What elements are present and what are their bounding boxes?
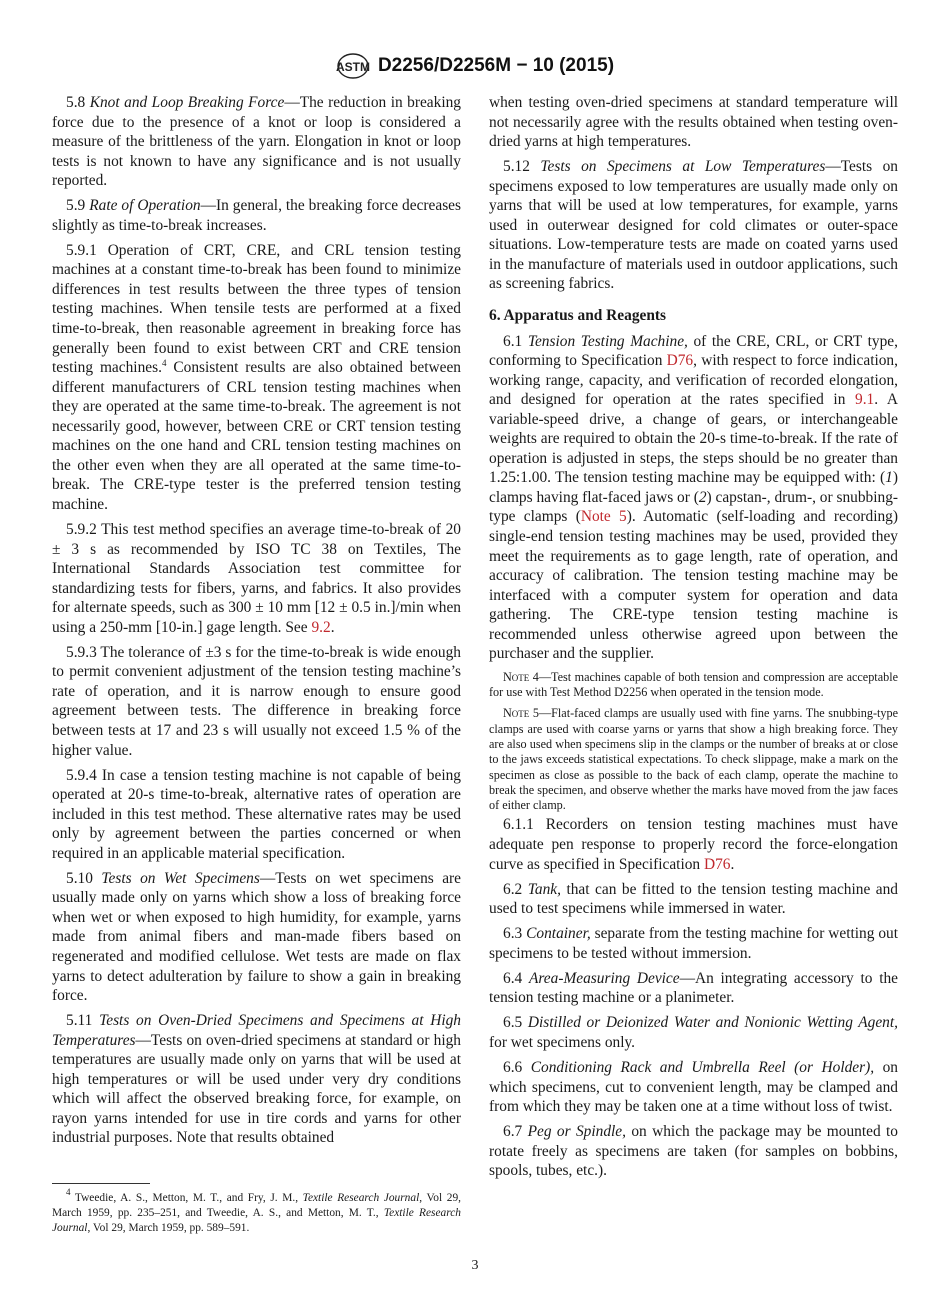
paragraph [489,924,898,963]
text-run: 5.12 [503,158,541,176]
text-run: when testing oven-dried specimens at standard temperature will not necessarily agree with the results obtained when testing oven-dried yarns at high temperatures. [489,94,898,151]
text-run: for wet specimens only. [489,1033,636,1051]
note-paragraph [489,706,898,813]
text-run: , Vol 29, March 1959, pp. 235–251, and Tweedie, A. S., and Metton, M. T., [52,1192,461,1220]
text-run: 5.8 [66,94,90,111]
footnote-divider [52,1183,150,1184]
italic-text: Textile Research Journal [302,1192,420,1205]
cross-reference-link[interactable]: D76 [703,855,731,873]
section-heading [489,306,898,326]
paragraph [489,1122,898,1181]
italic-text: Rate of Operation [89,197,201,215]
text-run: 6.2 [503,880,528,898]
text-run: 6.7 [503,1123,528,1141]
paragraph [52,1011,461,1148]
text-run: ) clamps having flat-faced jaws or ( [489,469,898,506]
paragraph [52,93,461,191]
text-run: 5.10 [66,869,102,887]
footnote-marker: 4 [66,1187,71,1198]
right-column [489,93,898,1236]
text-run: 6.6 [503,1059,531,1076]
paragraph [489,1013,898,1052]
left-column [52,93,461,1236]
paragraph [489,1058,898,1117]
text-run: 4—Test machines capable of both tension and compression are acceptable for use with Test Method D2256 when operated in the tension mode. [489,669,898,700]
text-run: —In general, the breaking force decreases slightly as time-to-break increases. [52,197,462,234]
italic-text: Area-Measuring Device [528,969,680,987]
italic-text: Tests on Specimens at Low Temperatures [540,158,826,176]
text-run: —An integrating accessory to the tension testing machine or a planimeter. [489,969,898,1007]
right-column-text [489,93,898,1186]
page-number: 3 [471,1258,479,1274]
paragraph [489,969,898,1008]
text-run: —Tests on wet specimens are usually made only on yarns which show a loss of breaking force when wet or when exposed to high humidity, for example, yarns made from animal fibers and man-made fibers based on regenerated and modified cellulose. Wet tests are made on flax yarns to detect adulteration by failure to show a gain in breaking force. [52,869,461,1005]
paragraph [489,880,898,919]
astm-logo-text: ASTM [335,60,370,74]
text-run: 6.3 [503,925,527,943]
footnote-reference: 4 [161,358,167,369]
text-run: 5.9.1 Operation of CRT, CRE, and CRL tension testing machines at a constant time-to-break has been found to minimize differences in test results between the three types of tension testing machines. When tensile tests are performed at a fixed time-to-break, then reasonable agreement in breaking force has generally been found to exist between CRT and CRE tension testing machines. [52,241,461,377]
footnote-area [52,1153,461,1236]
text-run: —Tests on specimens exposed to low temperatures are usually made only on yarns that will be used at low temperatures, for example, yarns used in outerwear designed for cold climates or outer-space situations. Low-temperature tests are made on coated yarns used in the manufacture of materials used in outdoor applications, such as screening fabrics. [489,158,899,293]
paragraph [489,332,898,664]
paragraph [489,93,898,152]
text-run: 6. Apparatus and Reagents [489,306,667,324]
left-column-text [52,93,461,1153]
italic-text: Container, [526,925,591,943]
italic-text: 2 [698,488,707,506]
text-run: separate from the testing machine for wetting out specimens to be tested without immersion. [489,925,898,962]
text-run: —The reduction in breaking force due to the presence of a knot or loop is considered a measure of the brittleness of the yarn. Elongation in knot or loop tests is not known to have any significance and is not usually reported. [52,94,461,190]
italic-text: Tank, [527,880,561,898]
paragraph [52,520,461,637]
note-label: Note [503,669,530,684]
text-run: . [330,618,335,636]
italic-text: Distilled or Deionized Water and Nonionic Wetting Agent, [527,1014,898,1032]
footnote [52,1187,461,1236]
text-run: of the CRE, CRL, or CRT type, conforming to Specification [489,332,898,370]
text-run: , Vol 29, March 1959, pp. 589–591. [87,1222,250,1235]
paragraph [52,766,461,864]
cross-reference-link[interactable]: D76 [666,352,694,370]
italic-text: Peg or Spindle, [527,1123,626,1141]
note-label: Note [503,706,530,721]
text-run: 5.9.2 This test method specifies an average time-to-break of 20 ± 3 s as recommended by ISO TC 38 on Textiles, The International Standards Association test committee for standardizing tests for fibers, yarns, and fabrics. It also provides for alternate speeds, such as 300 ± 10 mm [12 ± 0.5 in.]/min when using a 250-mm [10-in.] gage length. See [52,520,461,636]
text-run: 5.11 [66,1012,100,1030]
paragraph [52,241,461,515]
text-run: —Tests on oven-dried specimens at standard or high temperatures are usually made only on yarns that will be used at high temperatures or will be used under very dry conditions which will affect the observed breaking force, for example, on rayon yarns intended for use in tire cords and yarns for other industrial purposes. Note that results obtained [52,1031,461,1147]
cross-reference-link[interactable]: 9.1 [855,391,875,409]
text-run: 6.5 [503,1014,528,1032]
text-run: on which specimens, cut to convenient length, may be clamped and from which they may be taken one at a time without loss of twist. [489,1059,898,1116]
text-run: 5.9.4 In case a tension testing machine is not capable of being operated at 20-s time-to-break, alternative rates of operation are included in this test method. These alternative rates may be used only by agreement between the parties concerned or when required in an applicable material specification. [52,766,461,862]
italic-text: Textile Research Journal [52,1207,461,1235]
italic-text: Tests on Oven-Dried Specimens and Specimens at High Temperatures [52,1012,461,1049]
paragraph [52,643,461,760]
text-run: 6.1.1 Recorders on tension testing machines must have adequate pen response to properly record the force-elongation curve as specified in Specification [489,816,898,873]
italic-text: Tests on Wet Specimens [101,869,260,887]
text-run: on which the package may be mounted to rotate freely as specimens are taken (for samples on bobbins, spools, tubes, etc.). [489,1123,898,1180]
text-run: , with respect to force indication, working range, capacity, and verification of recorded elongation, and designed for operation at the rates specified in [489,352,898,409]
italic-text: Conditioning Rack and Umbrella Reel (or Holder), [530,1059,875,1076]
text-run: 5.9.3 The tolerance of ±3 s for the time-to-break is wide enough to permit convenient adjustment of the tension testing machine’s rate of operation, and it is narrow enough to ensure good agreement between tests. The difference in breaking force between tests at 17 and 23 s will usually not exceed 1.5 % of the higher value. [52,643,461,759]
text-run: Consistent results are also obtained between different manufacturers of CRL tension testing machines when they are operated at the same time-to-break. The agreement is not necessarily good, however, between CRE or CRT tension testing machines on the one hand and CRL tension testing machines on the other even when they are all operated at the same time-to-break. The CRE-type tester is the preferred tension testing machine. [52,359,461,513]
cross-reference-link[interactable]: Note 5 [580,508,627,526]
text-run: 6.1 [503,332,528,350]
paragraph [52,869,461,1006]
astm-logo-icon [336,52,370,80]
text-run: ). Automatic (self-loading and recording) single-end tension testing machines may be used, provided they meet the requirements as to gage length, rate of operation, and accuracy of calibration. The tension testing machine may be interfaced with a computer system for operation and data gathering. The CRE-type tension testing machine is recommended unless otherwise agreed upon between the purchaser and the supplier. [489,508,898,663]
text-run: . [730,855,735,873]
cross-reference-link[interactable]: 9.2 [311,618,331,636]
italic-text: Tension Testing Machine, [527,332,688,350]
italic-text: 1 [885,469,893,487]
paragraph [489,157,898,294]
page-body [0,93,950,1236]
paragraph [489,815,898,874]
text-run: 6.4 [503,969,529,987]
text-run: 5.9 [66,197,90,215]
text-run: 5—Flat-faced clamps are usually used with fine yarns. The snubbing-type clamps are used with coarse yarns or yarns that show a high breaking force. They are also used when specimens slip in the clamps or the number of breaks at or close to the jaws exceeds statistical expectations. To check slippage, make a mark on the specimen as close as possible to the back of each clamp, operate the machine to break the specimen, and observe whether the marks have moved from the jaw faces of either clamp. [489,706,898,813]
text-run: ) capstan-, drum-, or snubbing-type clamps ( [489,488,899,526]
page-header [0,0,950,93]
text-run: Tweedie, A. S., Metton, M. T., and Fry, J. M., [70,1192,303,1205]
text-run: that can be fitted to the tension testing machine and used to test specimens while immersed in water. [489,880,899,918]
italic-text: Knot and Loop Breaking Force [89,94,285,111]
text-run: . A variable-speed drive, a change of gears, or interchangeable weights are required to obtain the 20-s time-to-break. If the rate of operation is adjusted in steps, the steps should be no greater than 1.25:1.00. The tension testing machine may be equipped with: ( [489,391,898,487]
note-paragraph [489,670,898,701]
paragraph [52,196,461,235]
document-designation: D2256/D2256M − 10 (2015) [377,55,615,76]
